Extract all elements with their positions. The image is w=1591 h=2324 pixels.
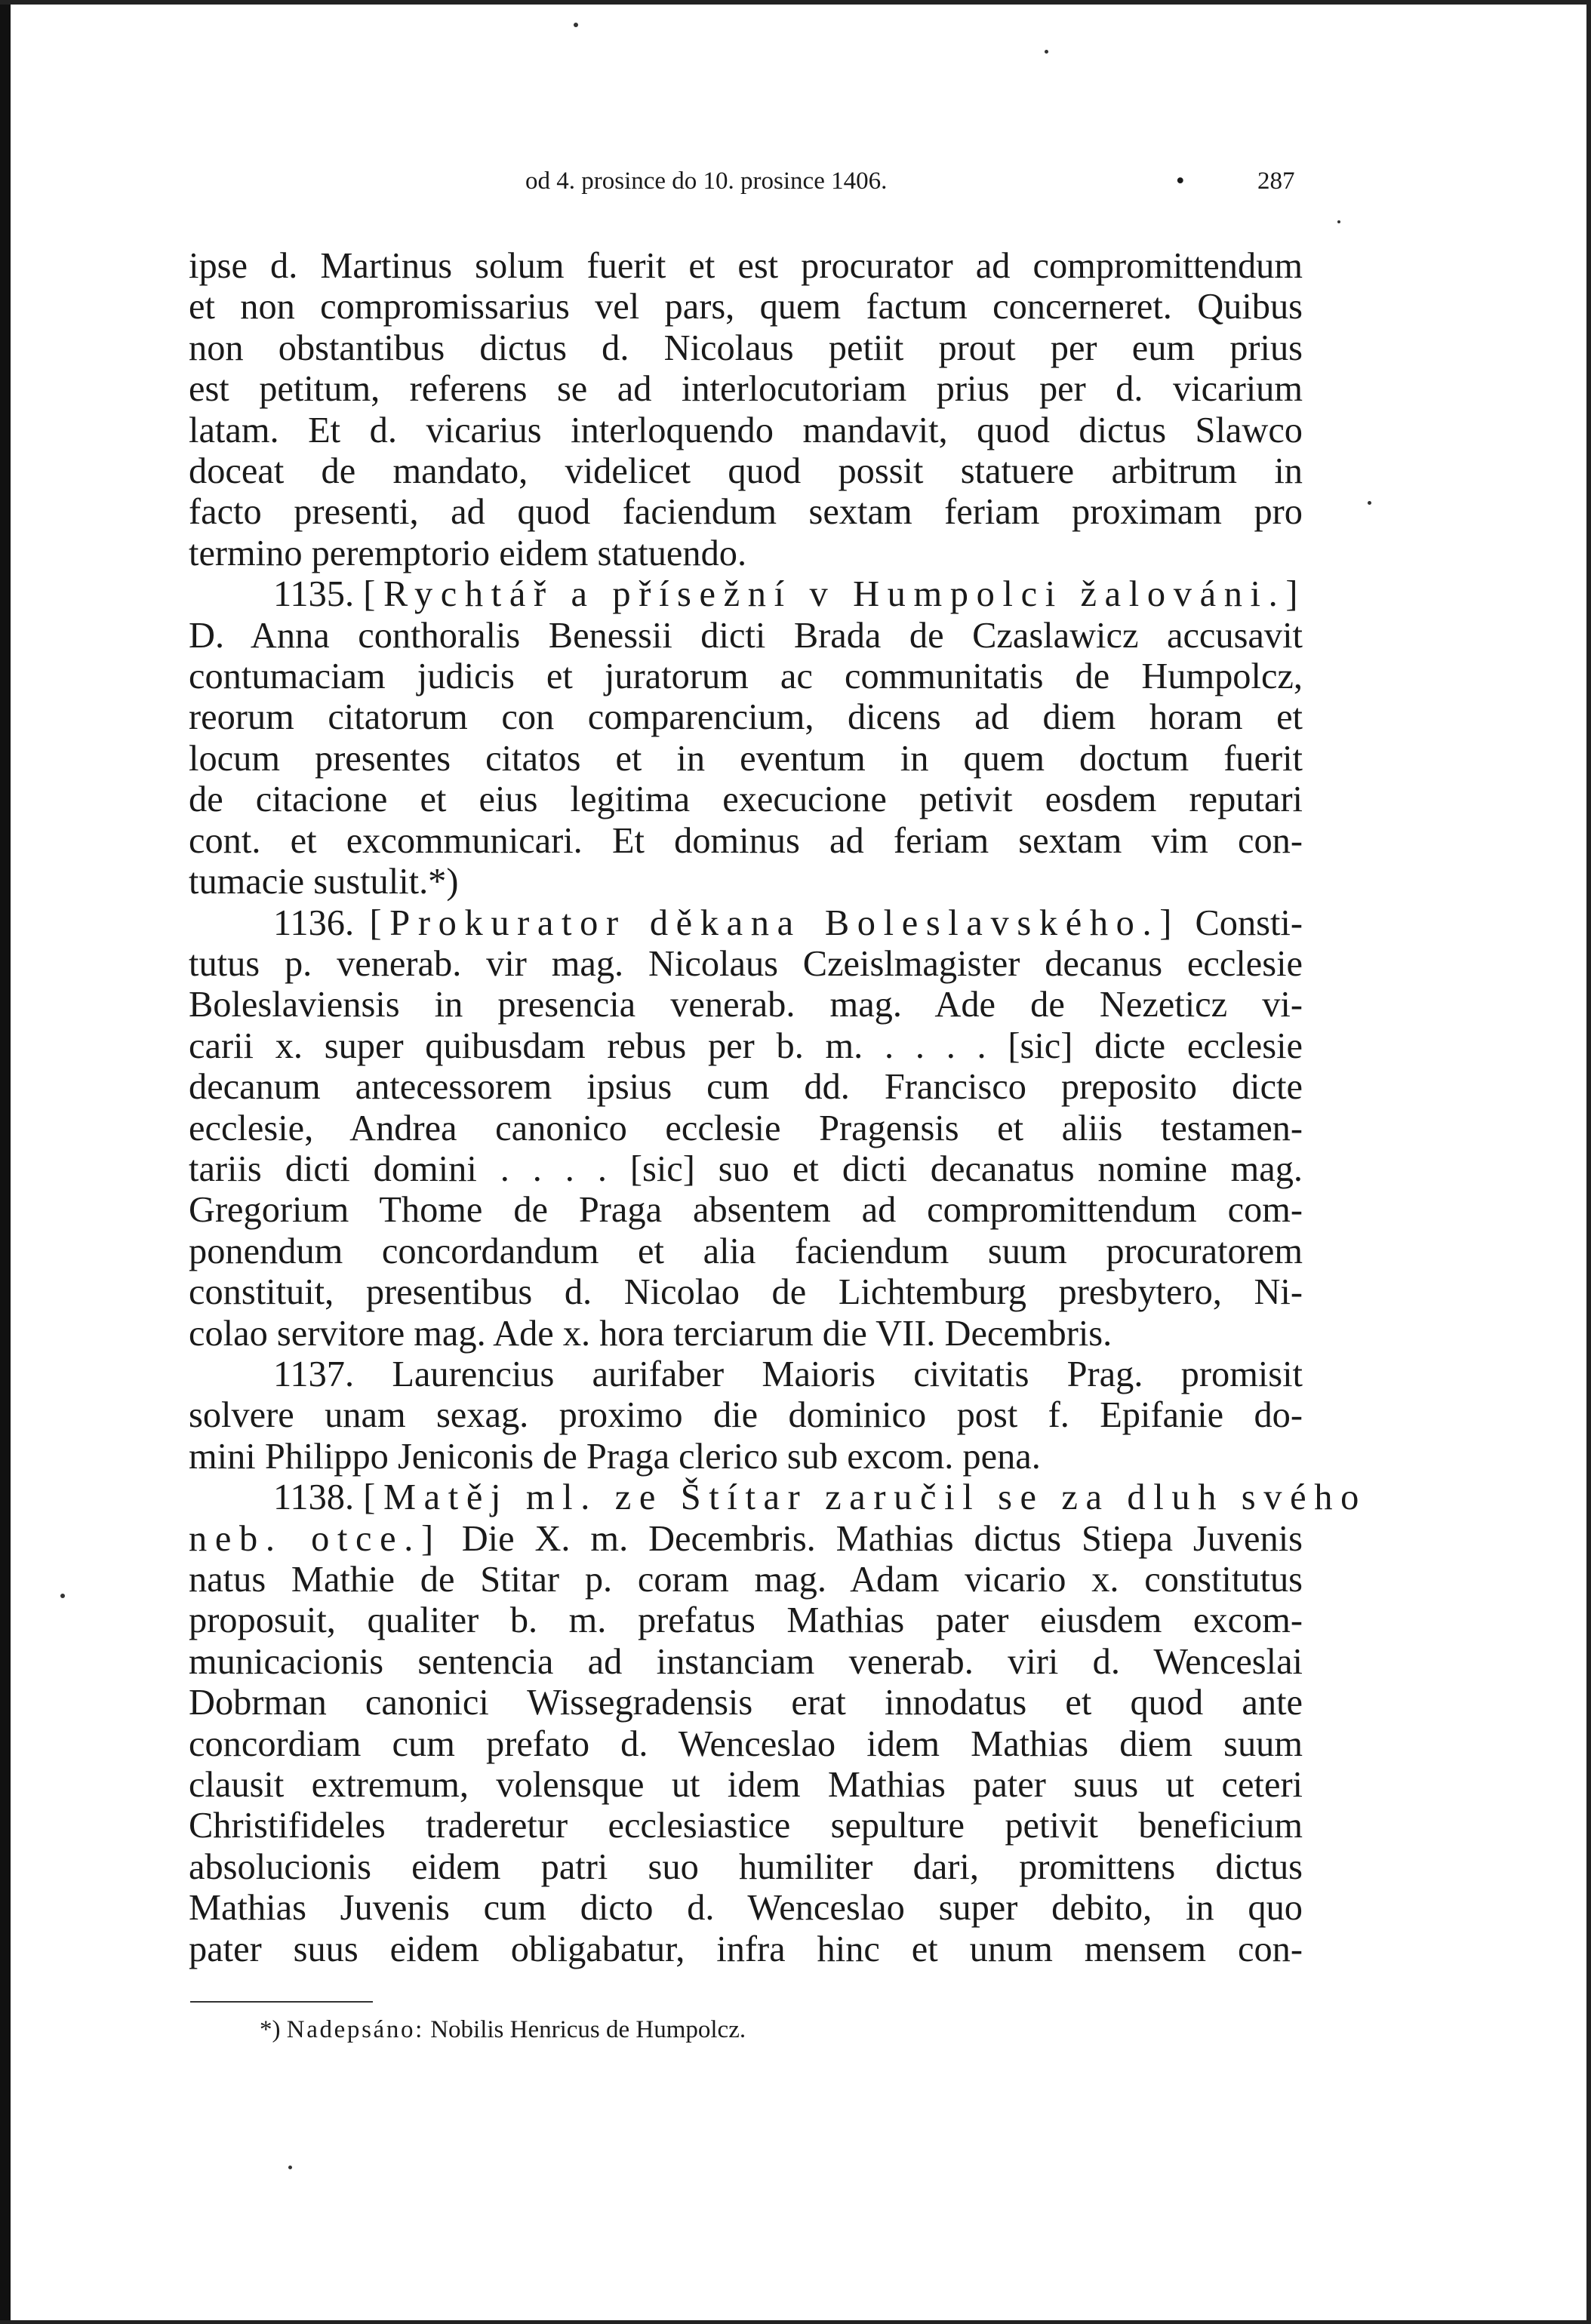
- entry-heading-line: [189, 574, 1306, 615]
- text-line: concordiam cum prefato d. Wenceslao idem Mathias diem suum: [189, 1723, 1303, 1764]
- scan-speck: [574, 23, 578, 27]
- text-line: colao servitore mag. Ade x. hora terciarum die VII. Decembris.: [189, 1313, 1112, 1354]
- text-line: de citacione et eius legitima execucione petivit eosdem reputari: [189, 779, 1303, 820]
- text-line: absolucionis eidem patri suo humiliter dari, promittens dictus: [189, 1846, 1303, 1887]
- text-line: ipse d. Martinus solum fuerit et est procurator ad compromittendum: [189, 246, 1303, 286]
- text-line: ecclesie, Andrea canonico ecclesie Pragensis et aliis testamen-: [189, 1108, 1303, 1148]
- footnote: [260, 2016, 746, 2044]
- running-header: [189, 168, 1306, 198]
- text-line: latam. Et d. vicarius interloquendo mandavit, quod dictus Slawco: [189, 410, 1303, 450]
- entry-number: 1138.: [273, 1477, 355, 1518]
- footnote-text: Nobilis Henricus de Humpolcz.: [430, 2016, 746, 2043]
- scan-speck: [60, 1594, 65, 1598]
- text-line: decanum antecessorem ipsius cum dd. Francisco preposito dicte: [189, 1067, 1303, 1108]
- entry-1137: [189, 1354, 1303, 1477]
- body-text: [189, 246, 1367, 1970]
- text-line: solvere unam sexag. proximo die dominico post f. Epifanie do-: [189, 1395, 1303, 1436]
- entry-1135: [189, 574, 1306, 902]
- footnote-marker: *): [260, 2016, 281, 2043]
- text-line: tariis dicti domini . . . . [sic] suo et dicti decanatus nomine mag.: [189, 1148, 1303, 1189]
- entry-heading: [Prokurator děkana Boleslavského.]: [369, 902, 1180, 943]
- text-line: et non compromissarius vel pars, quem factum concerneret. Quibus: [189, 287, 1303, 327]
- scan-speck: [1368, 501, 1371, 505]
- text-line: contumaciam judicis et juratorum ac communitatis de Humpolcz,: [189, 656, 1303, 697]
- scan-edge-bottom: [0, 2320, 1591, 2324]
- scan-edge-right: [1586, 0, 1591, 2324]
- entry-number: 1137.: [273, 1354, 355, 1394]
- entry-heading-line: [189, 903, 1303, 944]
- scan-speck: [1337, 220, 1340, 223]
- running-header-title: od 4. prosince do 10. prosince 1406.: [525, 168, 888, 195]
- text-line: clausit extremum, volensque ut idem Mathias pater suus ut ceteri: [189, 1765, 1303, 1806]
- footnote-divider: [190, 2001, 373, 2003]
- text-line: reorum citatorum con comparencium, dicens ad diem horam et: [189, 697, 1303, 738]
- text-line: cont. et excommunicari. Et dominus ad feriam sextam vim con-: [189, 820, 1303, 861]
- page-number: 287: [1257, 168, 1295, 195]
- text-line: termino peremptorio eidem statuendo.: [189, 533, 747, 573]
- text-line: proposuit, qualiter b. m. prefatus Mathias pater eiusdem excom-: [189, 1600, 1303, 1641]
- text-line: carii x. super quibusdam rebus per b. m. . . . . [sic] dicte ecclesie: [189, 1025, 1303, 1066]
- entry-number: 1136.: [273, 902, 355, 943]
- text-line: mini Philippo Jeniconis de Praga clerico sub excom. pena.: [189, 1436, 1041, 1477]
- text-line: pater suus eidem obligabatur, infra hinc et unum mensem con-: [189, 1929, 1303, 1969]
- text-line: est petitum, referens se ad interlocutoriam prius per d. vicarium: [189, 369, 1303, 410]
- entry-heading: [Rychtář a přísežní v Humpolci žalováni.]: [363, 574, 1306, 615]
- entry-1136: [189, 903, 1303, 1354]
- entry-text: Consti-: [1195, 902, 1303, 943]
- text-line: natus Mathie de Stitar p. coram mag. Adam vicario x. constitutus: [189, 1560, 1303, 1600]
- text-line: ponendum concordandum et alia faciendum suum procuratorem: [189, 1231, 1303, 1271]
- entry-text: Laurencius aurifaber Maioris civitatis Prag. promisit: [392, 1354, 1303, 1394]
- entry-1138: [189, 1477, 1367, 1970]
- text-line: D. Anna conthoralis Benessii dicti Brada de Czaslawicz accusavit: [189, 615, 1303, 656]
- scan-edge-top: [0, 0, 1591, 5]
- entry-heading-line: [189, 1519, 1303, 1560]
- text-line: Gregorium Thome de Praga absentem ad compromittendum com-: [189, 1190, 1303, 1231]
- running-header-bullet: •: [1176, 168, 1185, 195]
- text-line: constituit, presentibus d. Nicolao de Lichtemburg presbytero, Ni-: [189, 1272, 1303, 1313]
- text-line: tumacie sustulit.*): [189, 862, 459, 902]
- entry-heading: neb. otce.]: [189, 1518, 442, 1559]
- text-line: Mathias Juvenis cum dicto d. Wenceslao super debito, in quo: [189, 1888, 1303, 1929]
- text-line: locum presentes citatos et in eventum in quem doctum fuerit: [189, 738, 1303, 779]
- text-line: Dobrman canonici Wissegradensis erat innodatus et quod ante: [189, 1683, 1303, 1723]
- footnote-label: Nadepsáno:: [286, 2016, 424, 2043]
- entry-heading-line: [189, 1354, 1303, 1395]
- paragraph-continuation: [189, 246, 1303, 574]
- text-line: municacionis sentencia ad instanciam venerab. viri d. Wenceslai: [189, 1641, 1303, 1682]
- entry-number: 1135.: [273, 574, 355, 615]
- text-line: Boleslaviensis in presencia venerab. mag. Ade de Nezeticz vi-: [189, 985, 1303, 1025]
- text-line: non obstantibus dictus d. Nicolaus petiit prout per eum prius: [189, 327, 1303, 368]
- entry-heading-line: [189, 1477, 1367, 1518]
- entry-text: Die X. m. Decembris. Mathias dictus Stiepa Juvenis: [461, 1518, 1303, 1559]
- text-line: doceat de mandato, videlicet quod possit statuere arbitrum in: [189, 451, 1303, 492]
- entry-heading: [Matěj ml. ze Štítar zaručil se za dluh svého: [363, 1477, 1367, 1518]
- scan-speck: [288, 2166, 292, 2169]
- text-line: Christifideles traderetur ecclesiastice sepulture petivit beneficium: [189, 1806, 1303, 1846]
- scan-edge-left: [0, 0, 11, 2324]
- text-line: facto presenti, ad quod faciendum sextam feriam proximam pro: [189, 492, 1303, 533]
- text-line: tutus p. venerab. vir mag. Nicolaus Czeislmagister decanus ecclesie: [189, 943, 1303, 984]
- scan-speck: [1045, 50, 1048, 54]
